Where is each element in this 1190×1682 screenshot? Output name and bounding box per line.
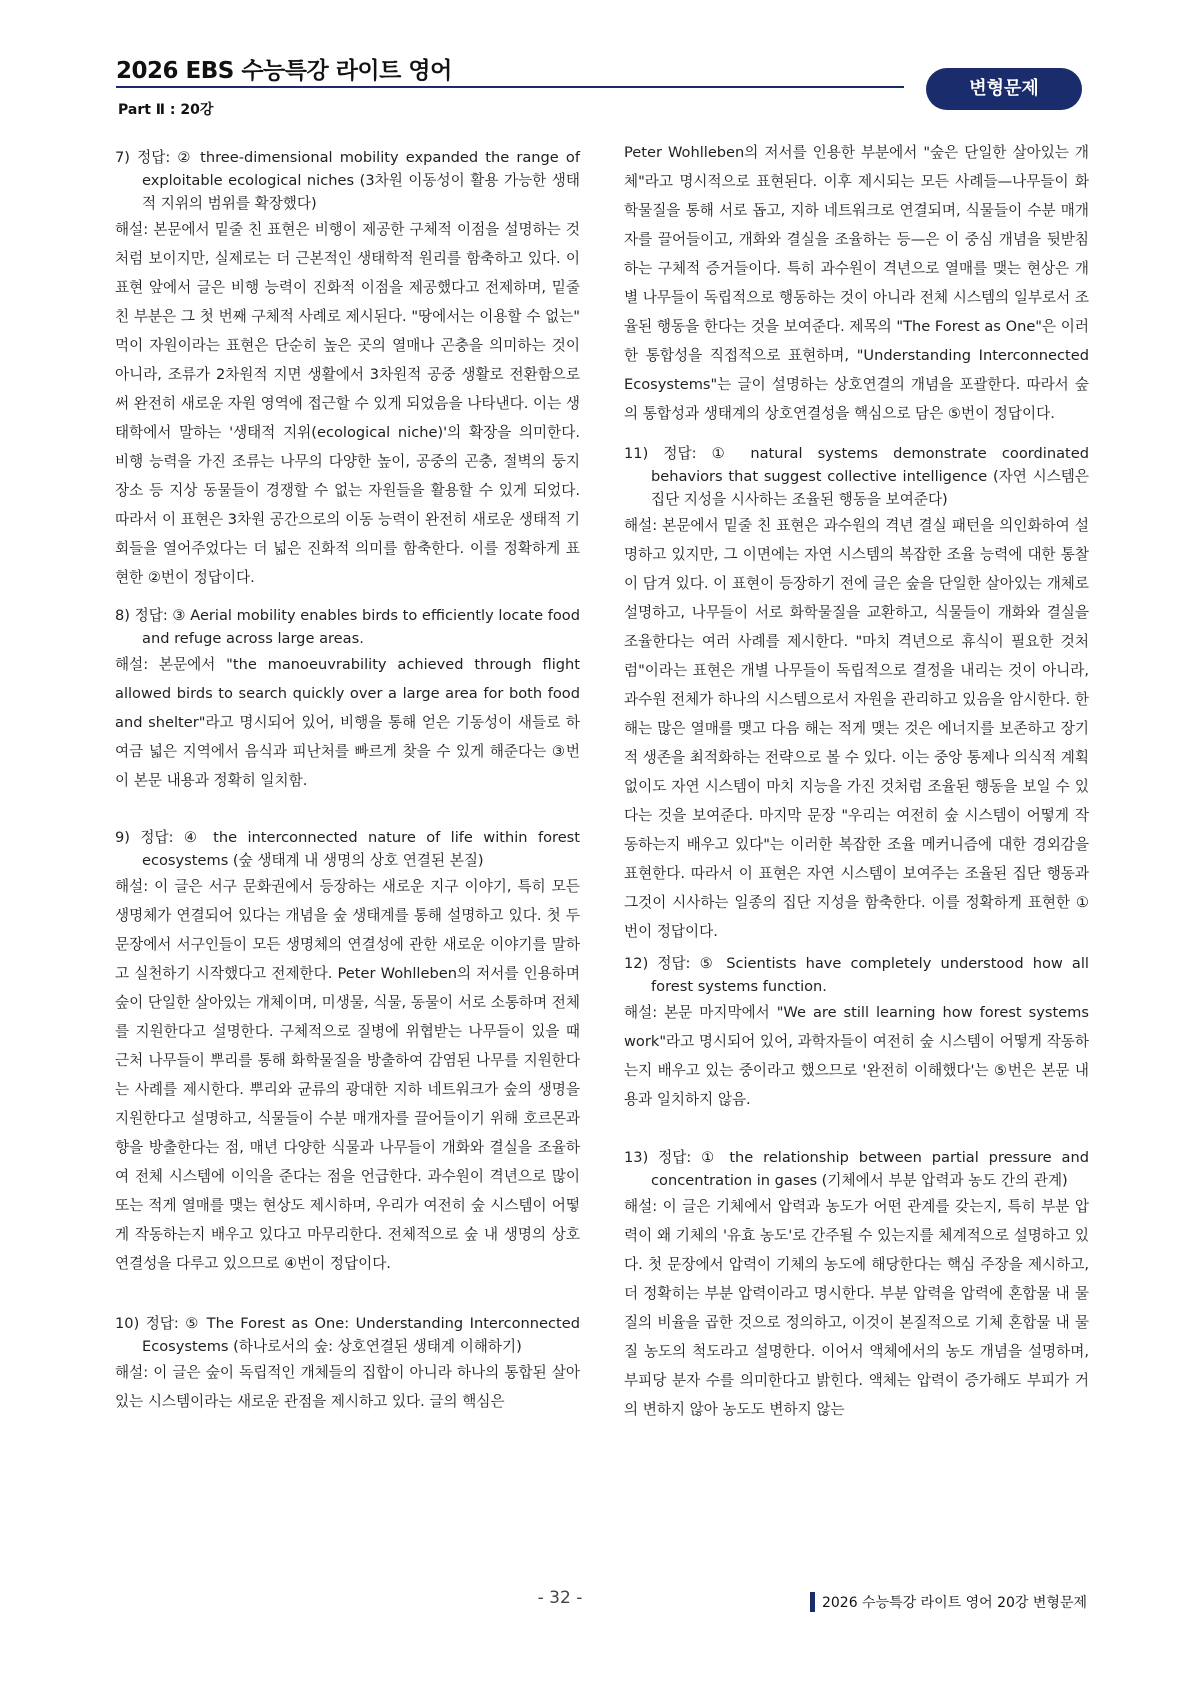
header-subtitle: Part Ⅱ : 20강 [118, 102, 214, 118]
footer-source-text: 2026 수능특강 라이트 영어 20강 변형문제 [821, 1595, 1087, 1611]
answer-item-9 [115, 826, 580, 1278]
header-badge: 변형문제 [926, 68, 1082, 110]
explanation: Peter Wohlleben의 저서를 인용한 부분에서 "숲은 단일한 살아있는 개체"라고 명시적으로 표현된다. 이후 제시되는 모든 사례들—나무들이 화학물질을 통해 서로 돕고, 지하 네트워크로 연결되며, 식물들이 수분 매개자를 끌어들이고, 개화와 결실을 조율하는 등—은 이 중심 개념을 뒷받침하는 구체적 증거들이다. 특히 과수원이 격년으로 열매를 맺는 현상은 개별 나무들이 독립적으로 행동하는 것이 아니라 전체 시스템의 일부로서 조율된 행동을 한다는 것을 보여준다. 제목의 "The Forest as One"은 이러한 통합성을 직접적으로 표현하며, "Understanding Interconnected Ecosystems"는 글이 설명하는 상호연결의 개념을 포괄한다. 따라서 숲의 통합성과 생태계의 상호연결성을 핵심으로 담은 ⑤번이 정답이다. [624, 144, 1089, 422]
explanation: 해설: 이 글은 서구 문화권에서 등장하는 새로운 지구 이야기, 특히 모든 생명체가 연결되어 있다는 개념을 숲 생태계를 통해 설명하고 있다. 첫 두 문장에서 서구인들이 모든 생명체의 연결성에 관한 새로운 이야기를 말하고 실천하기 시작했다고 전제한다. Peter Wohlleben의 저서를 인용하며 숲이 단일한 살아있는 개체이며, 미생물, 식물, 동물이 서로 소통하며 전체를 지원한다고 설명한다. 구체적으로 질병에 위협받는 나무들이 있을 때 근처 나무들이 뿌리를 통해 화학물질을 방출하여 감염된 나무를 지원한다는 사례를 제시한다. 뿌리와 균류의 광대한 지하 네트워크가 숲의 생명을 지원한다고 설명하고, 식물들이 수분 매개자를 끌어들이기 위해 호르몬과 향을 방출한다는 점, 매년 다양한 식물과 나무들이 개화와 결실을 조율하여 전체 시스템에 이익을 준다는 점을 언급한다. 과수원이 격년으로 많이 또는 적게 열매를 맺는 현상도 제시하며, 우리가 여전히 숲 시스템이 어떻게 작동하는지 배우고 있다고 마무리한다. 전체적으로 숲 내 생명의 상호연결성을 다루고 있으므로 ④번이 정답이다. [115, 878, 580, 1272]
footer-source [810, 1592, 1087, 1612]
answer-line: 7) 정답: ② three-dimensional mobility expanded the range of exploitable ecological niches (3차원 이동성이 활용 가능한 생태적 지위의 범위를 확장했다) [115, 149, 580, 212]
header-title: 2026 EBS 수능특강 라이트 영어 [116, 58, 452, 84]
answer-item-12 [624, 952, 1089, 1114]
explanation: 해설: 이 글은 기체에서 압력과 농도가 어떤 관계를 갖는지, 특히 부분 압력이 왜 기체의 '유효 농도'로 간주될 수 있는지를 체계적으로 설명하고 있다. 첫 문장에서 압력이 기체의 농도에 해당한다는 핵심 주장을 제시하고, 더 정확히는 부분 압력이라고 명시한다. 부분 압력을 압력에 혼합물 내 물질의 비율을 곱한 것으로 정의하고, 이것이 본질적으로 기체 혼합물 내 물질 농도의 척도라고 설명한다. 이어서 액체에서의 농도 개념을 설명하며, 부피당 분자 수를 의미한다고 밝힌다. 액체는 압력이 증가해도 부피가 거의 변하지 않아 농도도 변하지 않는 [624, 1198, 1089, 1418]
answer-line: 10) 정답: ⑤ The Forest as One: Understanding Interconnected Ecosystems (하나로서의 숲: 상호연결된 생태계 이해하기) [115, 1315, 580, 1355]
answer-item-8 [115, 604, 580, 795]
answer-line: 11) 정답: ① natural systems demonstrate coordinated behaviors that suggest collective intelligence (자연 시스템은 집단 지성을 시사하는 조율된 행동을 보여준다) [624, 445, 1089, 508]
answer-line: 13) 정답: ① the relationship between partial pressure and concentration in gases (기체에서 부분 압력과 농도 간의 관계) [624, 1149, 1089, 1189]
answer-item-10-continued [624, 138, 1089, 428]
answer-line: 12) 정답: ⑤ Scientists have completely understood how all forest systems function. [624, 955, 1089, 995]
explanation: 해설: 이 글은 숲이 독립적인 개체들의 집합이 아니라 하나의 통합된 살아있는 시스템이라는 새로운 관점을 제시하고 있다. 글의 핵심은 [115, 1364, 580, 1410]
explanation: 해설: 본문에서 밑줄 친 표현은 과수원의 격년 결실 패턴을 의인화하여 설명하고 있지만, 그 이면에는 자연 시스템의 복잡한 조율 능력에 대한 통찰이 담겨 있다. 이 표현이 등장하기 전에 글은 숲을 단일한 살아있는 개체로 설명하고, 나무들이 서로 화학물질을 교환하고, 식물들이 개화와 결실을 조율한다는 여러 사례를 제시한다. "마치 격년으로 휴식이 필요한 것처럼"이라는 표현은 개별 나무들이 독립적으로 결정을 내리는 것이 아니라, 과수원 전체가 하나의 시스템으로서 자원을 관리하고 있음을 암시한다. 한 해는 많은 열매를 맺고 다음 해는 적게 맺는 것은 에너지를 보존하고 장기적 생존을 최적화하는 전략으로 볼 수 있다. 이는 중앙 통제나 의식적 계획 없이도 자연 시스템이 마치 지능을 가진 것처럼 조율된 행동을 보일 수 있다는 것을 보여준다. 마지막 문장 "우리는 여전히 숲 시스템이 어떻게 작동하는지 배우고 있다"는 이러한 복잡한 조율 메커니즘에 대한 경외감을 표현한다. 따라서 이 표현은 자연 시스템이 보여주는 조율된 집단 행동과 그것이 시사하는 일종의 집단 지성을 함축한다. 이를 정확하게 표현한 ①번이 정답이다. [624, 517, 1089, 940]
explanation: 해설: 본문에서 "the manoeuvrability achieved through flight allowed birds to search quickly over a large area for both food and shelter"라고 명시되어 있어, 비행을 통해 얻은 기동성이 새들로 하여금 넓은 지역에서 음식과 피난처를 빠르게 찾을 수 있게 해준다는 ③번이 본문 내용과 정확히 일치함. [115, 656, 580, 789]
explanation: 해설: 본문에서 밑줄 친 표현은 비행이 제공한 구체적 이점을 설명하는 것처럼 보이지만, 실제로는 더 근본적인 생태학적 원리를 함축하고 있다. 이 표현 앞에서 글은 비행 능력이 진화적 이점을 제공했다고 전제하며, 밑줄 친 부분은 그 첫 번째 구체적 사례로 제시된다. "땅에서는 이용할 수 없는" 먹이 자원이라는 표현은 단순히 높은 곳의 열매나 곤충을 의미하는 것이 아니라, 조류가 2차원적 지면 생활에서 3차원적 공중 생활로 전환함으로써 완전히 새로운 자원 영역에 접근할 수 있게 되었음을 나타낸다. 이는 생태학에서 말하는 '생태적 지위(ecological niche)'의 확장을 의미한다. 비행 능력을 가진 조류는 나무의 다양한 높이, 공중의 곤충, 절벽의 둥지 장소 등 지상 동물들이 경쟁할 수 없는 자원들을 활용할 수 있게 되었다. 따라서 이 표현은 3차원 공간으로의 이동 능력이 완전히 새로운 생태적 기회들을 열어주었다는 더 넓은 진화적 의미를 함축한다. 이를 정확하게 표현한 ②번이 정답이다. [115, 221, 580, 586]
answer-item-7 [115, 146, 580, 592]
answer-item-13 [624, 1146, 1089, 1424]
answer-item-10 [115, 1312, 580, 1416]
footer-bar [810, 1592, 815, 1612]
answer-item-11 [624, 442, 1089, 946]
page-number-text: - 32 - [537, 1588, 583, 1608]
explanation: 해설: 본문 마지막에서 "We are still learning how forest systems work"라고 명시되어 있어, 과학자들이 여전히 숲 시스템이 어떻게 작동하는지 배우고 있는 중이라고 했으므로 '완전히 이해했다'는 ⑤번은 본문 내용과 일치하지 않음. [624, 1004, 1089, 1108]
answer-line: 9) 정답: ④ the interconnected nature of life within forest ecosystems (숲 생태계 내 생명의 상호 연결된 본질) [115, 829, 580, 869]
header-rule [116, 86, 904, 88]
answer-line: 8) 정답: ③ Aerial mobility enables birds to efficiently locate food and refuge across large areas. [115, 607, 580, 647]
